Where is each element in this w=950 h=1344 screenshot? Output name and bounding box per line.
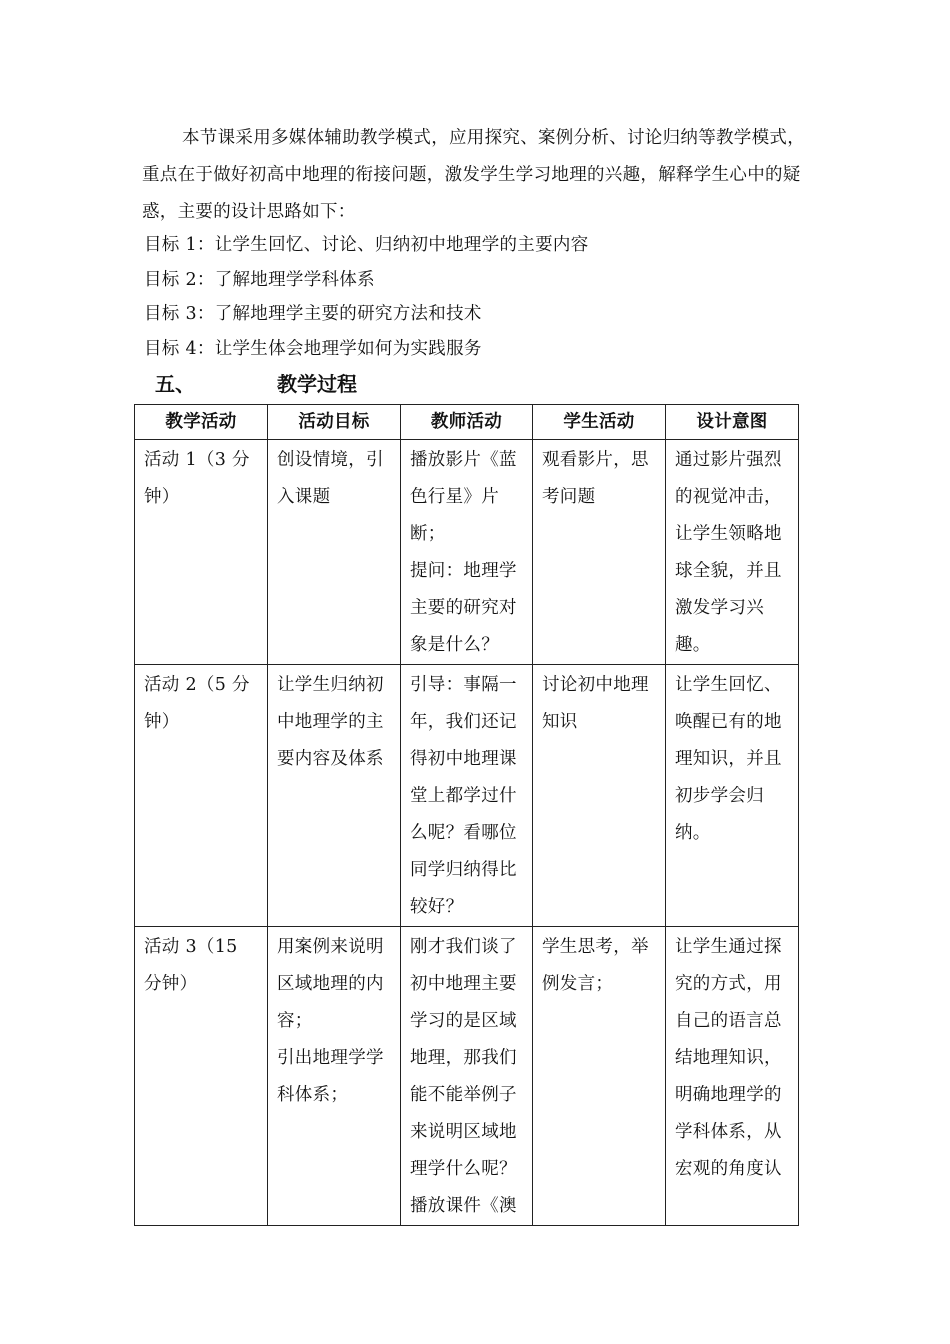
intro-paragraph: 本节课采用多媒体辅助教学模式，应用探究、案例分析、讨论归纳等教学模式，重点在于做好初高中地理的衔接问题，激发学生学习地理的兴趣，解释学生心中的疑惑，主要的设计思路如下： bbox=[142, 128, 805, 222]
teacher-line: 播放影片《蓝色行星》片断； bbox=[410, 450, 517, 544]
column-header: 学生活动 bbox=[533, 405, 666, 440]
column-header: 教师活动 bbox=[401, 405, 533, 440]
goal-item: 目标 4：让学生体会地理学如何为实践服务 bbox=[144, 338, 482, 359]
goal-cell bbox=[268, 927, 401, 1226]
activity-cell: 活动 2（5 分钟） bbox=[135, 665, 268, 927]
goal-item: 目标 1：让学生回忆、讨论、归纳初中地理学的主要内容 bbox=[144, 235, 589, 255]
goal-list bbox=[144, 228, 589, 366]
teacher-cell bbox=[401, 440, 533, 665]
student-cell: 讨论初中地理知识 bbox=[533, 665, 666, 927]
goal-cell bbox=[268, 440, 401, 665]
column-header: 活动目标 bbox=[268, 405, 401, 440]
goal-line: 用案例来说明区域地理的内容； bbox=[277, 937, 384, 1031]
table-row bbox=[135, 665, 799, 927]
student-cell: 学生思考，举例发言； bbox=[533, 927, 666, 1226]
table-row bbox=[135, 927, 799, 1226]
teacher-line: 引导：事隔一年，我们还记得初中地理课堂上都学过什么呢？看哪位同学归纳得比较好？ bbox=[410, 675, 517, 917]
student-cell: 观看影片，思考问题 bbox=[533, 440, 666, 665]
intent-cell: 通过影片强烈的视觉冲击，让学生领略地球全貌，并且激发学习兴趣。 bbox=[666, 440, 799, 665]
table-row bbox=[135, 440, 799, 665]
activity-cell: 活动 3（15 分钟） bbox=[135, 927, 268, 1226]
intent-cell: 让学生通过探究的方式，用自己的语言总结地理知识，明确地理学的学科体系，从宏观的角度认 bbox=[666, 927, 799, 1226]
goal-item: 目标 3：了解地理学主要的研究方法和技术 bbox=[144, 304, 482, 324]
teacher-line: 提问：地理学主要的研究对象是什么？ bbox=[410, 561, 517, 655]
goal-line: 引出地理学学科体系； bbox=[277, 1048, 384, 1105]
goal-cell bbox=[268, 665, 401, 927]
activity-cell: 活动 1（3 分钟） bbox=[135, 440, 268, 665]
goal-item: 目标 2：了解地理学学科体系 bbox=[144, 269, 375, 290]
section-heading bbox=[155, 366, 357, 402]
section-number: 五、 bbox=[155, 372, 195, 396]
teaching-process-table bbox=[134, 404, 799, 1226]
teacher-cell bbox=[401, 665, 533, 927]
teacher-cell bbox=[401, 927, 533, 1226]
column-header: 教学活动 bbox=[135, 405, 268, 440]
column-header: 设计意图 bbox=[666, 405, 799, 440]
table-header-row bbox=[135, 405, 799, 440]
teacher-line: 刚才我们谈了初中地理主要学习的是区域地理，那我们能不能举例子来说明区域地理学什么呢？播放课件《澳 bbox=[410, 937, 517, 1216]
intent-cell: 让学生回忆、唤醒已有的地理知识，并且初步学会归纳。 bbox=[666, 665, 799, 927]
goal-line: 创设情境，引入课题 bbox=[277, 450, 384, 507]
section-title: 教学过程 bbox=[277, 372, 357, 396]
goal-line: 让学生归纳初中地理学的主要内容及体系 bbox=[277, 675, 384, 769]
